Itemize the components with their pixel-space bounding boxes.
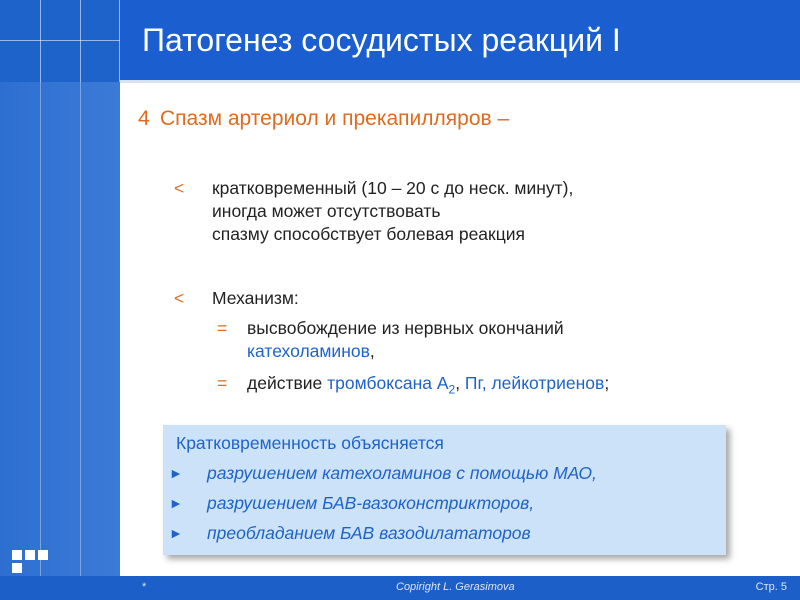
arrow-icon: ► [169,495,183,511]
callout-heading: Кратковременность объясняется [176,433,444,453]
bullet-marker: = [217,373,228,393]
footer-date: * [142,581,147,593]
bullet-marker: < [174,288,185,308]
slide-footer [0,576,800,600]
subscript: 2 [448,382,456,397]
callout-item [169,463,597,484]
list-item-text: Механизм: [212,288,299,308]
sidebar-line [80,82,81,576]
term-link: Пг, лейкотриенов [464,373,605,393]
main-point [138,107,509,131]
sub-list-item-line: высвобождение из нервных окончаний [247,318,564,338]
list-item-line: иногда может отсутствовать [212,201,441,221]
punctuation: , [369,341,375,361]
term-link: тромбоксана А [327,373,449,393]
term-link: катехоламинов [247,341,370,361]
bullet-marker: 4 [138,107,150,130]
arrow-icon: ► [169,525,183,541]
list-item [174,177,573,246]
arrow-icon: ► [169,465,183,481]
sidebar-decoration [0,0,120,576]
plain-text: действие [247,373,328,393]
bullet-marker: = [217,318,228,338]
main-point-text: Спазм артериол и прекапилляров – [160,107,510,130]
sidebar-line [0,40,120,41]
sub-list-item-line [247,340,564,363]
list-item [174,287,299,310]
page-number: Стр. 5 [755,581,787,593]
footer-copyright: Copiright L. Gerasimova [396,581,515,593]
bullet-marker: < [174,178,185,198]
callout-item-text: разрушением БАВ-вазоконстрикторов, [207,493,535,513]
list-item-line: спазму способствует болевая реакция [212,224,525,244]
callout-item [169,493,534,514]
punctuation: ; [604,373,610,393]
callout-item [169,523,531,544]
punctuation: , [455,373,465,393]
slide-title: Патогенез сосудистых реакций I [142,22,621,58]
callout-box [163,425,726,555]
callout-item-text: разрушением катехоламинов с помощью МАО, [207,463,597,483]
sub-list-item-line [247,372,609,402]
list-item-line: кратковременный (10 – 20 с до неск. минут), [212,178,574,198]
sub-list-item [217,317,564,363]
sidebar-band [0,82,120,576]
sub-list-item [217,372,609,402]
sidebar-line [40,82,41,576]
callout-item-text: преобладанием БАВ вазодилататоров [207,523,531,543]
slide-header [120,0,800,80]
